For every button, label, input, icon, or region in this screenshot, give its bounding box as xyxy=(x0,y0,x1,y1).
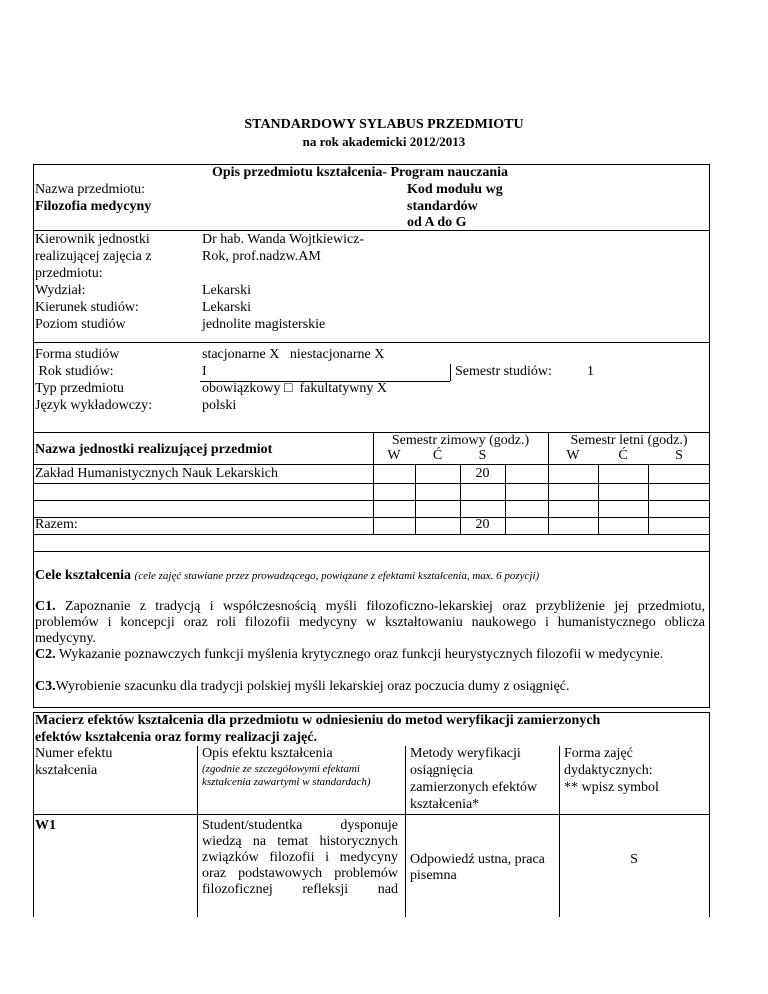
cel-c3-label: C3. xyxy=(35,679,56,694)
col-forma-header-2: dydaktycznych: xyxy=(564,763,653,778)
kierownik-value-2: Rok, prof.nadzw.AM xyxy=(202,249,321,264)
kierunek-label: Kierunek studiów: xyxy=(35,300,139,315)
unit-heading: Nazwa jednostki realizującej przedmiot xyxy=(35,442,273,457)
col-numer-header: Numer efektu xyxy=(35,746,113,761)
col-metody-header-4: kształcenia* xyxy=(410,797,480,812)
effect-id: W1 xyxy=(35,818,56,833)
col-forma-header-3: ** wpisz symbol xyxy=(564,780,659,795)
kod-modulu-label-3: od A do G xyxy=(407,215,467,230)
wydzial-label: Wydział: xyxy=(35,283,86,298)
kierownik-value: Dr hab. Wanda Wojtkiewicz- xyxy=(202,232,365,247)
poziom-value: jednolite magisterskie xyxy=(202,317,326,332)
typ-value: obowiązkowy □ fakultatywny X xyxy=(202,381,387,396)
cel-c3 xyxy=(35,679,705,695)
rok-label: Rok studiów: xyxy=(35,364,114,379)
semestr-studiow-value: 1 xyxy=(587,364,594,379)
unit-name: Zakład Humanistycznych Nauk Lekarskich xyxy=(35,466,278,481)
opis-heading: Opis przedmiotu kształcenia- Program nauczania xyxy=(212,165,509,180)
effect-form: S xyxy=(630,852,638,867)
kierownik-label-3: przedmiotu: xyxy=(35,266,103,281)
zimowy-s-header: S xyxy=(478,448,487,463)
kierownik-label-2: realizującej zajęcia z xyxy=(35,249,152,264)
typ-label: Typ przedmiotu xyxy=(35,381,124,396)
forma-value: stacjonarne X niestacjonarne X xyxy=(202,347,385,362)
effect-description: Student/studentka dysponuje wiedzą na temat historycznych związków filozofii i medycyny oraz podstawowych problemów filozoficznej refleksji nad xyxy=(202,818,398,897)
cel-c1-text: Zapoznanie z tradycją i współczesnością myśli filozoficzno-lekarskiej oraz przybliżenie jej przedmiotu, problemów i koncepcji oraz roli filozofii medycyny w kształtowaniu naukowego i humanistycznego oblicza medycyny. xyxy=(35,599,706,646)
semestr-studiow-label: Semestr studiów: xyxy=(455,364,552,379)
razem-label: Razem: xyxy=(35,517,78,532)
cel-c1 xyxy=(35,599,705,647)
cele-heading-line xyxy=(35,568,539,584)
kod-modulu-label: Kod modułu wg xyxy=(407,182,503,197)
jezyk-label: Język wykładowczy: xyxy=(35,398,153,413)
cel-c3-text: Wyrobienie szacunku dla tradycji polskiej myśli lekarskiej oraz poczucia dumy z osiągnięć. xyxy=(55,679,570,694)
jezyk-value: polski xyxy=(202,398,237,413)
document-subtitle: na rok akademicki 2012/2013 xyxy=(302,134,466,149)
letni-w-header: W xyxy=(566,448,580,463)
semestr-letni-header: Semestr letni (godz.) xyxy=(570,433,688,448)
wydzial-value: Lekarski xyxy=(202,283,251,298)
col-opis-note: (zgodnie ze szczegółowymi efektami kształcenia zawartymi w standardach) xyxy=(202,763,371,788)
poziom-label: Poziom studiów xyxy=(35,317,126,332)
letni-c-header: Ć xyxy=(618,448,628,463)
col-metody-header-3: zamierzonych efektów xyxy=(410,780,538,795)
semestr-zimowy-header: Semestr zimowy (godz.) xyxy=(391,433,530,448)
effect-method: Odpowiedź ustna, praca pisemna xyxy=(410,852,545,883)
forma-label: Forma studiów xyxy=(35,347,120,362)
cele-heading: Cele kształcenia xyxy=(35,568,132,583)
col-opis-header: Opis efektu kształcenia xyxy=(202,746,333,761)
col-metody-header: Metody weryfikacji xyxy=(410,746,521,761)
kod-modulu-label-2: standardów xyxy=(407,199,478,214)
kierownik-label: Kierownik jednostki xyxy=(35,232,150,247)
kierunek-value: Lekarski xyxy=(202,300,251,315)
col-metody-header-2: osiągnięcia xyxy=(410,763,473,778)
zimowy-c-header: Ć xyxy=(432,448,443,463)
col-forma-header: Forma zajęć xyxy=(564,746,633,761)
zimowy-s-value: 20 xyxy=(475,466,490,481)
cel-c1-label: C1. xyxy=(35,599,56,614)
cel-c2 xyxy=(35,647,705,663)
document-title: STANDARDOWY SYLABUS PRZEDMIOTU xyxy=(244,117,524,132)
cele-note: (cele zajęć stawiane przez prowadzącego, powiązane z efektami kształcenia, max. 6 pozycji) xyxy=(134,570,540,582)
macierz-heading: Macierz efektów kształcenia dla przedmiotu w odniesieniu do metod weryfikacji zamierzonych xyxy=(35,713,601,728)
macierz-heading-2: efektów kształcenia oraz formy realizacji zajęć. xyxy=(35,730,317,745)
cel-c2-text: Wykazanie poznawczych funkcji myślenia krytycznego oraz funkcji heurystycznych filozofii w medycynie. xyxy=(58,647,664,662)
col-numer-header-2: kształcenia xyxy=(35,763,98,778)
nazwa-value: Filozofia medycyny xyxy=(35,199,152,214)
rok-value: I xyxy=(202,364,207,379)
nazwa-label: Nazwa przedmiotu: xyxy=(35,182,146,197)
letni-s-header: S xyxy=(675,448,683,463)
razem-s-value: 20 xyxy=(475,517,490,532)
zimowy-w-header: W xyxy=(387,448,401,463)
cel-c2-label: C2. xyxy=(35,647,56,662)
